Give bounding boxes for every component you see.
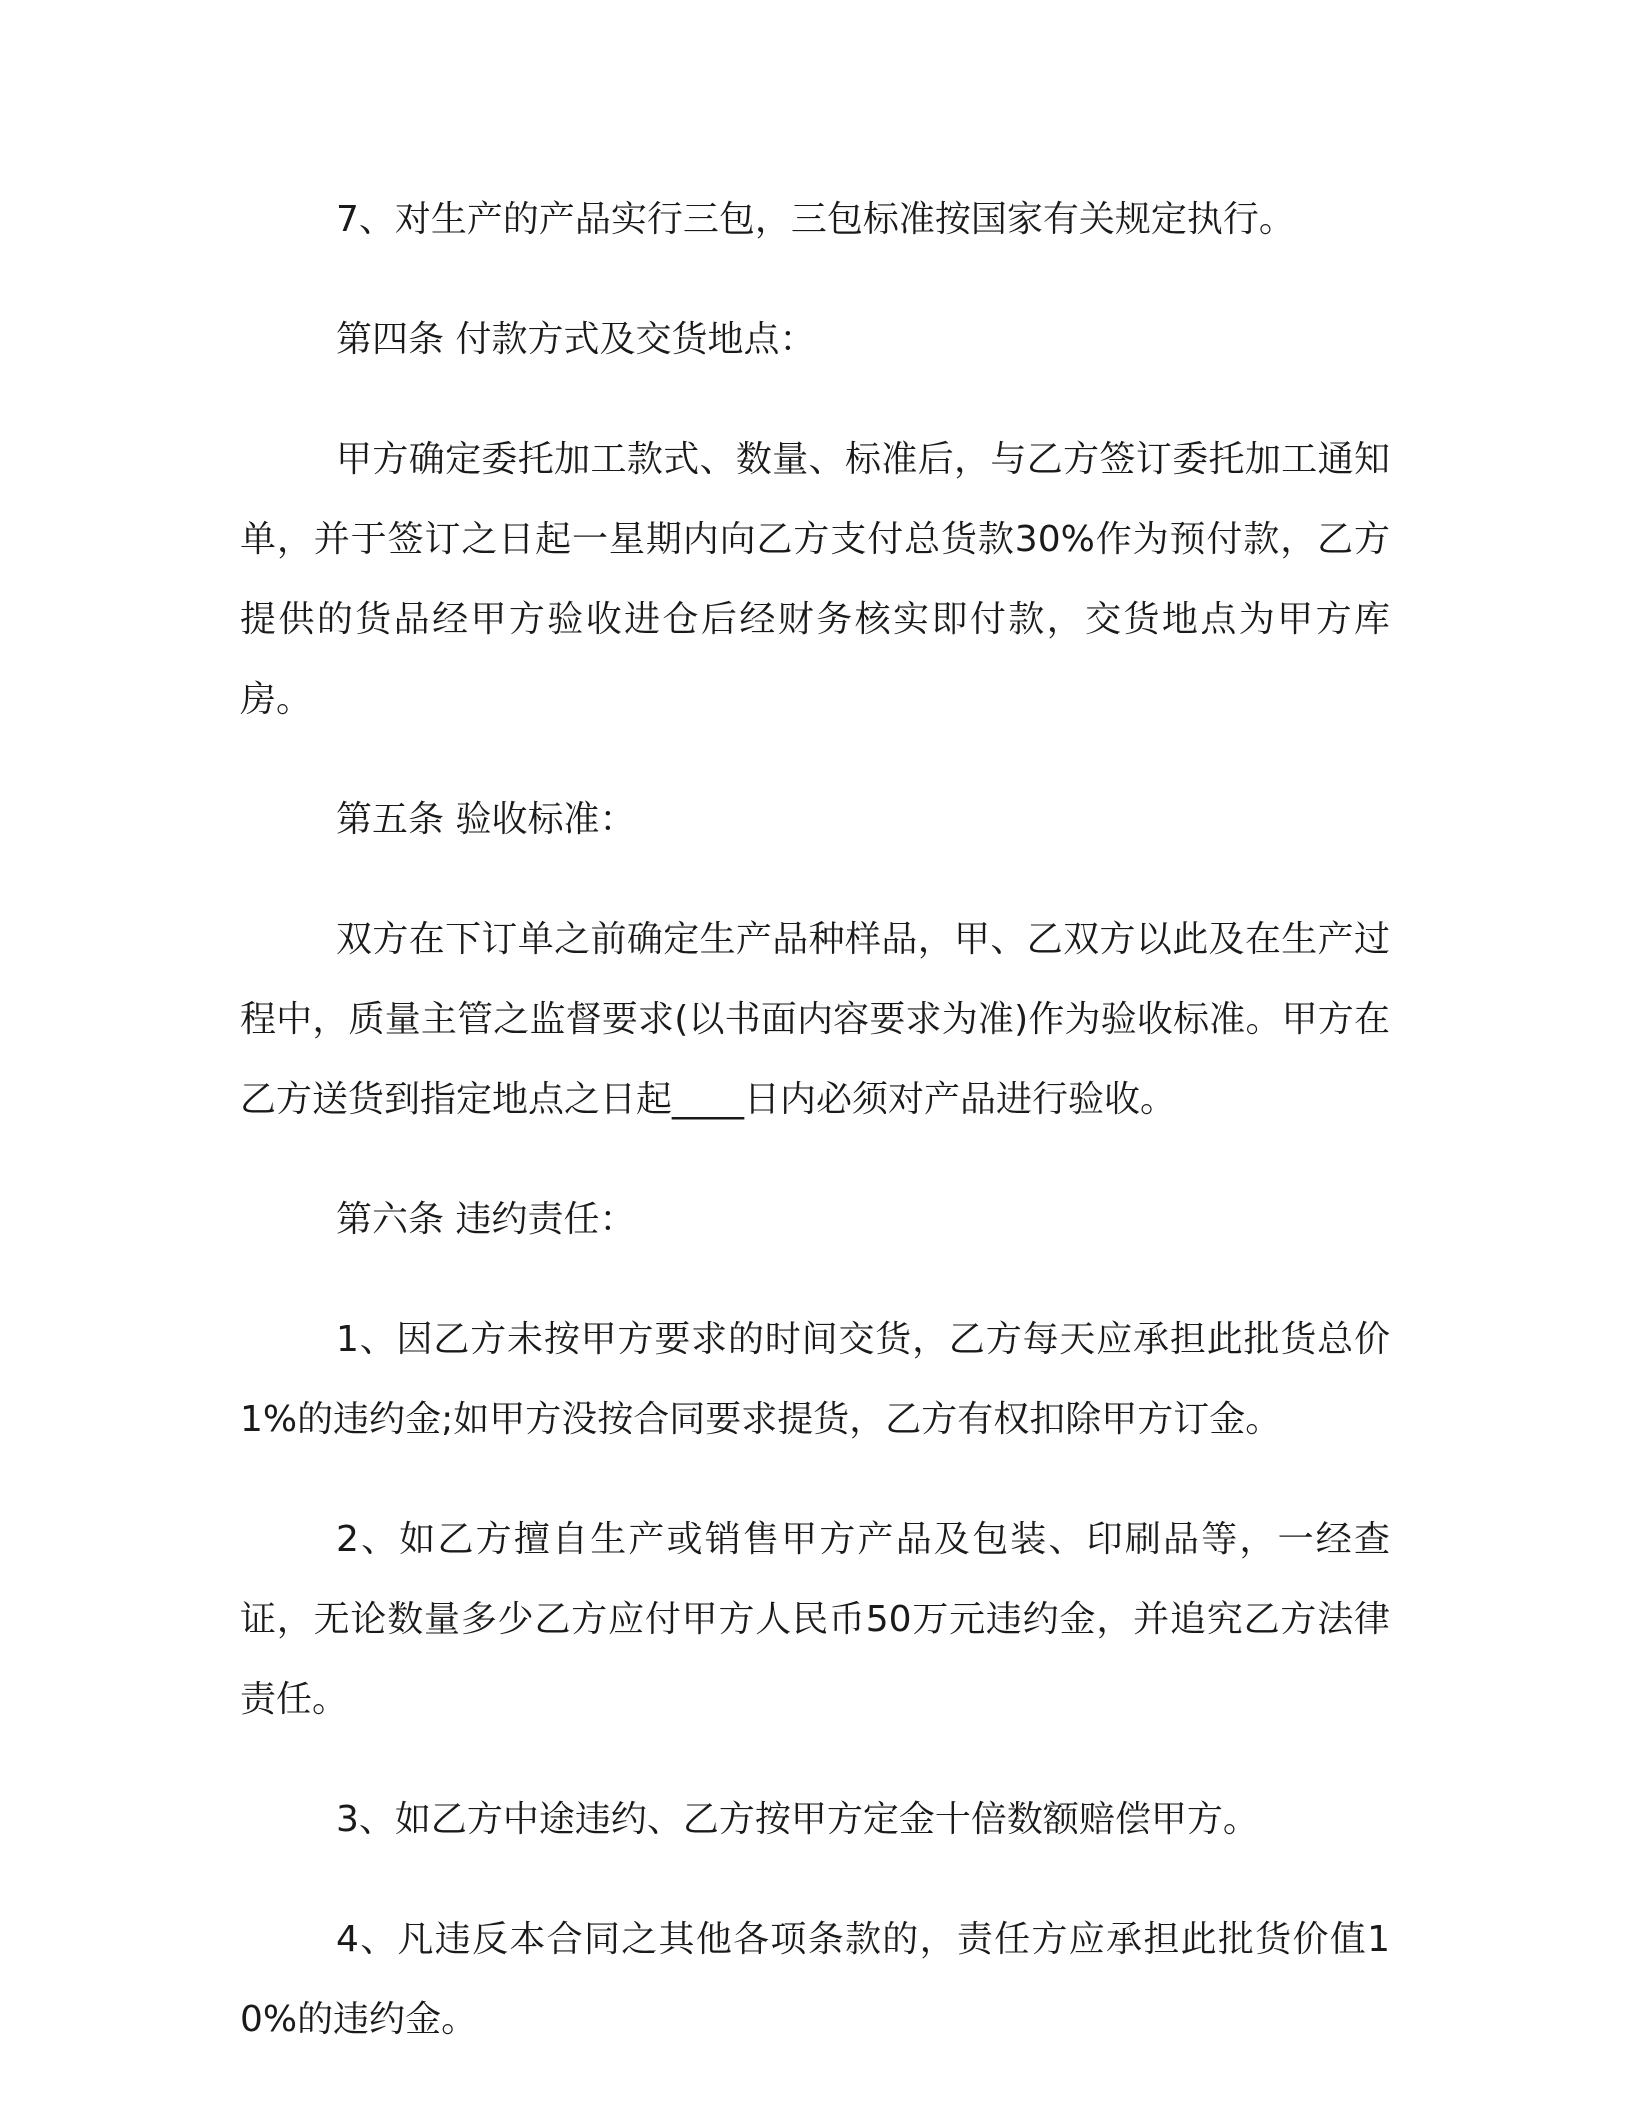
article-6-item-1: 1、因乙方未按甲方要求的时间交货，乙方每天应承担此批货总价1%的违约金;如甲方没按合同要求提货，乙方有权扣除甲方订金。 [240, 1319, 1390, 1440]
article-6-item-3: 3、如乙方中途违约、乙方按甲方定金十倍数额赔偿甲方。 [336, 1799, 1259, 1840]
article-5-text: 双方在下订单之前确定生产品种样品，甲、乙双方以此及在生产过程中，质量主管之监督要求(以书面内容要求为准)作为验收标准。甲方在乙方送货到指定地点之日起____日内必须对产品进行验收。 [240, 919, 1390, 1120]
article-5-heading: 第五条 验收标准： [336, 799, 636, 840]
article-6-heading: 第六条 违约责任： [336, 1199, 636, 1240]
article-6-item-4: 4、凡违反本合同之其他各项条款的，责任方应承担此批货价值10%的违约金。 [240, 1919, 1390, 2040]
article-6-item-2: 2、如乙方擅自生产或销售甲方产品及包装、印刷品等，一经查证，无论数量多少乙方应付甲方人民币50万元违约金，并追究乙方法律责任。 [240, 1519, 1390, 1720]
article-4-text: 甲方确定委托加工款式、数量、标准后，与乙方签订委托加工通知单，并于签订之日起一星期内向乙方支付总货款30%作为预付款，乙方提供的货品经甲方验收进仓后经财务核实即付款，交货地点为甲方库房。 [240, 439, 1390, 720]
document-body [240, 180, 1390, 2100]
article-4-heading: 第四条 付款方式及交货地点： [336, 319, 816, 360]
clause-item-7-warranty: 7、对生产的产品实行三包，三包标准按国家有关规定执行。 [336, 199, 1295, 240]
